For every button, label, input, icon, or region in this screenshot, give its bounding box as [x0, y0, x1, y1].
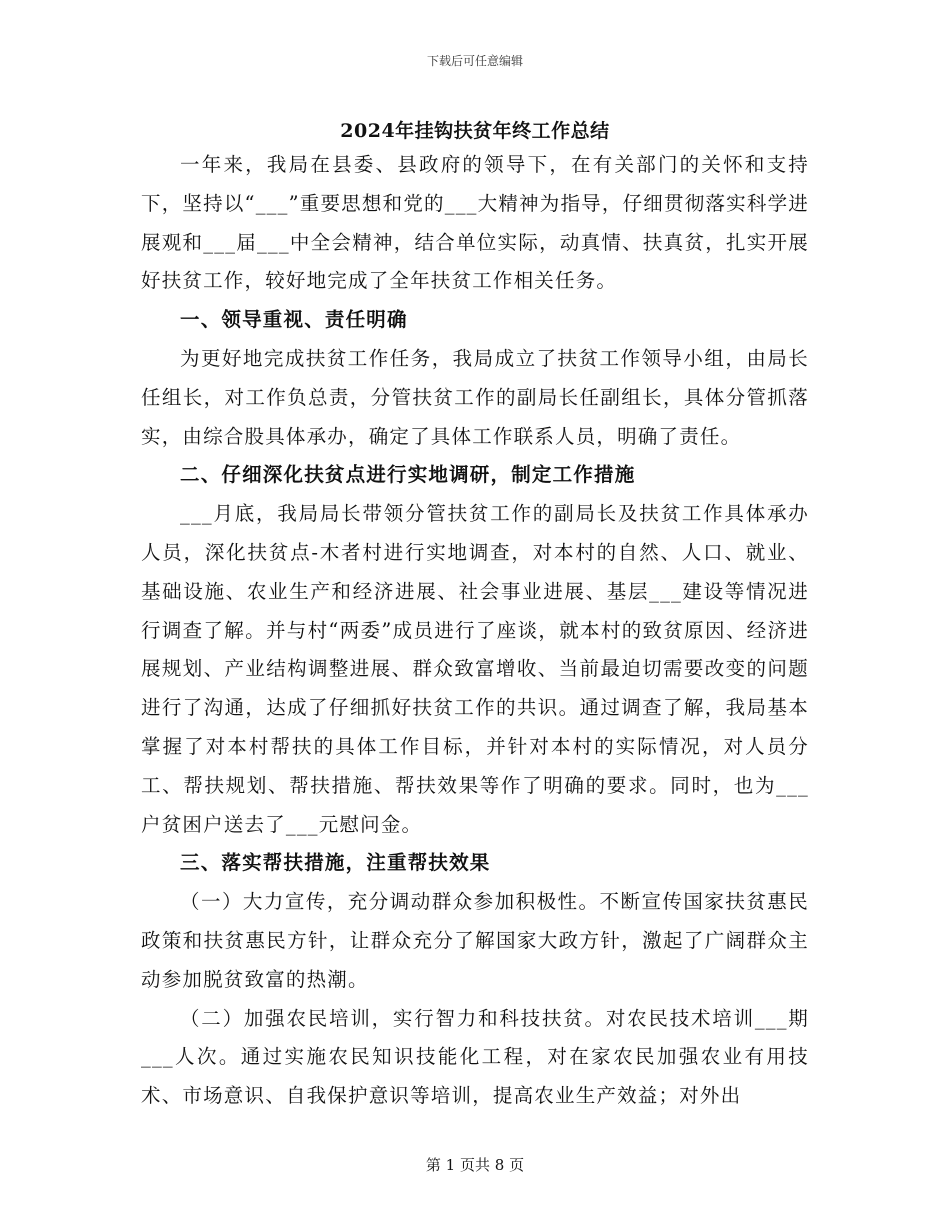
- intro-paragraph: 一年来，我局在县委、县政府的领导下，在有关部门的关怀和支持下，坚持以“___”重要思想和党的___大精神为指导，仔细贯彻落实科学进展观和___届___中全会精神，结合单位实际，动真情、扶真贫，扎实开展好扶贫工作，较好地完成了全年扶贫工作相关任务。: [141, 153, 809, 293]
- document-body: [141, 146, 809, 1116]
- section-3-paragraph-2: （二）加强农民培训，实行智力和科技扶贫。对农民技术培训___期___人次。通过实施农民知识技能化工程，对在家农民加强农业有用技术、市场意识、自我保护意识等培训，提高农业生产效益；对外出: [141, 1006, 809, 1108]
- section-2-paragraph: ___月底，我局局长带领分管扶贫工作的副局长及扶贫工作具体承办人员，深化扶贫点-木者村进行实地调查，对本村的自然、人口、就业、基础设施、农业生产和经济进展、社会事业进展、基层___建设等情况进行调查了解。并与村“两委”成员进行了座谈，就本村的致贫原因、经济进展规划、产业结构调整进展、群众致富增收、当前最迫切需要改变的问题进行了沟通，达成了仔细抓好扶贫工作的共识。通过调查了解，我局基本掌握了对本村帮扶的具体工作目标，并针对本村的实际情况，对人员分工、帮扶规划、帮扶措施、帮扶效果等作了明确的要求。同时，也为___户贫困户送去了___元慰问金。: [141, 502, 809, 836]
- page-footer: 第 1 页共 8 页: [425, 1156, 525, 1174]
- section-1-paragraph: 为更好地完成扶贫工作任务，我局成立了扶贫工作领导小组，由局长任组长，对工作负总责，分管扶贫工作的副局长任副组长，具体分管抓落实，由综合股具体承办，确定了具体工作联系人员，明确了责任。: [141, 346, 809, 448]
- section-2-heading: 二、仔细深化扶贫点进行实地调研，制定工作措施: [180, 463, 636, 487]
- section-1-heading: 一、领导重视、责任明确: [180, 308, 408, 332]
- document-title: 2024年挂钩扶贫年终工作总结: [340, 120, 610, 142]
- section-3-paragraph-1: （一）大力宣传，充分调动群众参加积极性。不断宣传国家扶贫惠民政策和扶贫惠民方针，让群众充分了解国家大政方针，激起了广阔群众主动参加脱贫致富的热潮。: [141, 890, 809, 991]
- section-3-heading: 三、落实帮扶措施，注重帮扶效果: [180, 851, 491, 875]
- header-note: 下载后可任意编辑: [426, 54, 523, 68]
